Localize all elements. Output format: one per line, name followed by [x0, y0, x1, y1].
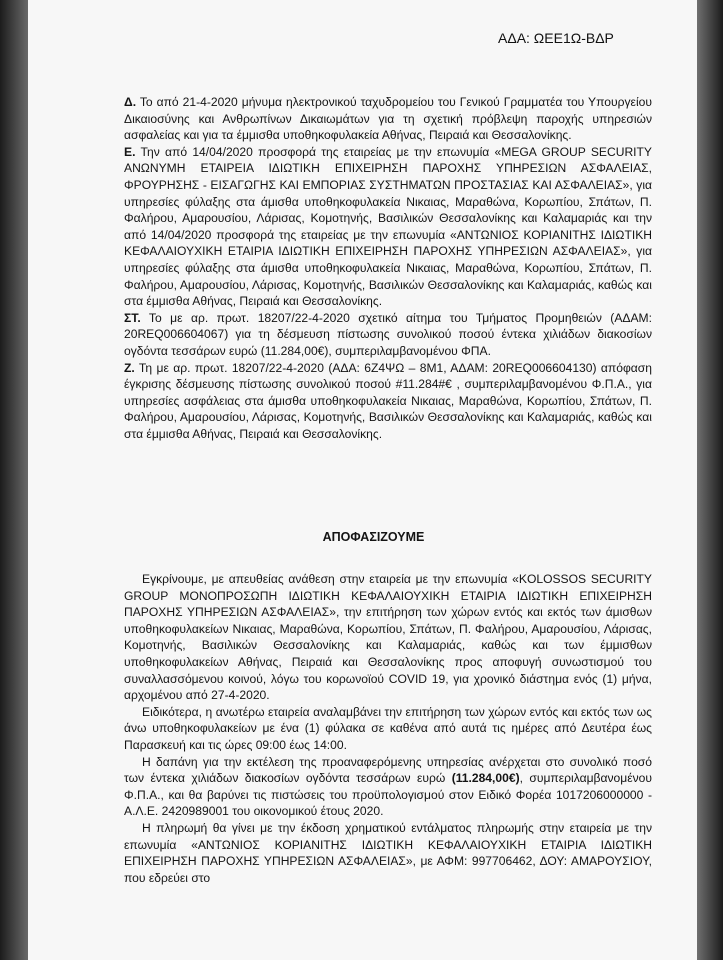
document-page — [28, 0, 697, 960]
photo-shadow-left — [0, 0, 30, 960]
paragraph-d — [124, 94, 652, 144]
paragraph-z — [124, 360, 652, 443]
paragraph-e — [124, 144, 652, 310]
decision-paragraph-2: Ειδικότερα, η ανωτέρω εταιρεία αναλαμβάνει την επιτήρηση των χώρων εντός και εκτός των ως άνω υποθηκοφυλακείων με ένα (1) φύλακα σε καθένα από αυτά τις ημέρες από Δευτέρα έως Παρασκευή και τις ώρες 09:00 έως 14:00. — [124, 704, 652, 752]
decision-p3-before: Η δαπάνη για την εκτέλεση της προαναφερόμενης υπηρεσίας ανέρχεται στο συνολικό ποσό των έντεκα χιλιάδων διακοσίων ογδόντα τεσσάρων ευρώ — [124, 754, 652, 786]
paragraph-d-label: Δ. — [124, 95, 137, 109]
paragraph-st-label: ΣΤ. — [124, 310, 141, 325]
paragraph-st-text: Το με αρ. πρωτ. 18207/22-4-2020 σχετικό αίτημα του Τμήματος Προμηθειών (ΑΔΑΜ: 20REQ006604067) για τη δέσμευση πίστωσης συνολικού ποσού έντεκα χιλιάδων διακοσίων ογδόντα τεσσάρων ευρώ (11.284,00€), συμπεριλαμβανομένου ΦΠΑ. — [124, 310, 652, 358]
decision-body — [124, 571, 652, 886]
paragraph-d-text: Το από 21-4-2020 μήνυμα ηλεκτρονικού ταχυδρομείου του Γενικού Γραμματέα του Υπουργείου Δικαιοσύνης και Ανθρωπίνων Δικαιωμάτων για τη σχετική πρόβλεψη παροχής υπηρεσιών ασφαλείας και για τα έμμισθα υποθηκοφυλακεία Αθήνας, Πειραιά και Θεσσαλονίκης. — [124, 95, 652, 143]
decision-heading: ΑΠΟΦΑΣΙΖΟΥΜΕ — [322, 530, 425, 544]
paragraph-st — [124, 310, 652, 360]
photo-shadow-right — [697, 0, 723, 960]
decision-paragraph-4: Η πληρωμή θα γίνει με την έκδοση χρηματικού εντάλματος πληρωμής στην εταιρεία με την επωνυμία «ΑΝΤΩΝΙΟΣ ΚΟΡΙΑΝΙΤΗΣ ΙΔΙΩΤΙΚΗ ΚΕΦΑΛΑΙΟΥΧΙΚΗ ΕΤΑΙΡΙΑ ΙΔΙΩΤΙΚΗ ΕΠΙΧΕΙΡΗΣΗ ΠΑΡΟΧΗΣ ΥΠΗΡΕΣΙΩΝ ΑΣΦΑΛΕΙΑΣ», με ΑΦΜ: 997706462, ΔΟΥ: ΑΜΑΡΟΥΣΙΟΥ, που εδρεύει στο — [124, 820, 652, 885]
ada-code: ΑΔΑ: ΩΕΕ1Ω-ΒΔΡ — [498, 30, 614, 46]
paragraph-z-label: Ζ. — [124, 360, 135, 375]
decision-p3-amount: (11.284,00€) — [451, 771, 520, 786]
paragraph-e-label: Ε. — [124, 144, 136, 159]
recitals — [124, 94, 652, 442]
decision-p3-after: , συμπεριλαμβανομένου Φ.Π.Α., και θα βαρύνει τις πιστώσεις του προϋπολογισμού στον Ειδικό Φορέα 1017206000000 - Α.Λ.Ε. 2420989001 του οικονομικού έτους 2020. — [124, 771, 653, 819]
paragraph-z-text: Τη με αρ. πρωτ. 18207/22-4-2020 (ΑΔΑ: 6Ζ4ΨΩ – 8Μ1, ΑΔΑΜ: 20REQ006604130) απόφαση έγκρισης δέσμευσης πίστωσης συνολικού ποσού #11.284#€ , συμπεριλαμβανομένου Φ.Π.Α., για υπηρεσίες ασφάλειας στα άμισθα υποθηκοφυλακεία Νικαιας, Μαραθώνα, Κορωπίου, Σπάτων, Π. Φαλήρου, Αμαρουσίου, Λάρισας, Κομοτηνής, Βασιλικών Θεσσαλονίκης και Καλαμαριάς, καθώς και στα έμμισθα Αθήνας, Πειραιά και Θεσσαλονίκης. — [124, 360, 652, 441]
paragraph-e-text: Την από 14/04/2020 προσφορά της εταιρείας με την επωνυμία «MEGA GROUP SECURITY ΑΝΩΝΥΜΗ ΕΤΑΙΡΕΙΑ ΙΔΙΩΤΙΚΗ ΕΠΙΧΕΙΡΗΣΗ ΠΑΡΟΧΗΣ ΥΠΗΡΕΣΙΩΝ ΑΣΦΑΛΕΙΑΣ, ΦΡΟΥΡΗΣΗΣ - ΕΙΣΑΓΩΓΗΣ ΚΑΙ ΕΜΠΟΡΙΑΣ ΣΥΣΤΗΜΑΤΩΝ ΠΡΟΣΤΑΣΙΑΣ ΚΑΙ ΑΣΦΑΛΕΙΑΣ», για υπηρεσίες φύλαξης στα άμισθα υποθηκοφυλακεία Νικαιας, Μαραθώνα, Κορωπίου, Σπάτων, Π. Φαλήρου, Αμαρουσίου, Λάρισας, Κομοτηνής, Βασιλικών Θεσσαλονίκης και Καλαμαριάς και την από 14/04/2020 προσφορά της εταιρείας με την επωνυμία «ΑΝΤΩΝΙΟΣ ΚΟΡΙΑΝΙΤΗΣ ΙΔΙΩΤΙΚΗ ΚΕΦΑΛΑΙΟΥΧΙΚΗ ΕΤΑΙΡΙΑ ΙΔΙΩΤΙΚΗ ΕΠΙΧΕΙΡΗΣΗ ΠΑΡΟΧΗΣ ΥΠΗΡΕΣΙΩΝ ΑΣΦΑΛΕΙΑΣ», για υπηρεσίες φύλαξης στα άμισθα υποθηκοφυλακεία Νικαιας, Μαραθώνα, Κορωπίου, Σπάτων, Π. Φαλήρου, Αμαρουσίου, Λάρισας, Κομοτηνής, Βασιλικών Θεσσαλονίκης και Καλαμαριάς, καθώς και στα έμμισθα Αθήνας, Πειραιά και Θεσσαλονίκης. — [124, 144, 652, 309]
decision-paragraph-1: Εγκρίνουμε, με απευθείας ανάθεση στην εταιρεία με την επωνυμία «KOLOSSOS SECURITY GROUP ΜΟΝΟΠΡΟΣΩΠΗ ΙΔΙΩΤΙΚΗ ΚΕΦΑΛΑΙΟΥΧΙΚΗ ΕΤΑΙΡΙΑ ΙΔΙΩΤΙΚΗ ΕΠΙΧΕΙΡΗΣΗ ΠΑΡΟΧΗΣ ΥΠΗΡΕΣΙΩΝ ΑΣΦΑΛΕΙΑΣ», την επιτήρηση των χώρων εντός και εκτός των άμισθων υποθηκοφυλακείων Νικαιας, Μαραθώνα, Κορωπίου, Σπάτων, Π. Φαλήρου, Αμαρουσίου, Λάρισας, Κομοτηνής, Βασιλικών Θεσσαλονίκης και Καλαμαριάς, καθώς και των έμμισθων υποθηκοφυλακείων Αθήνας, Πειραιά και Θεσσαλονίκης προς αποφυγή συνωστισμού του συναλλασσόμενου κοινού, λόγω του κορωνοϊού COVID 19, για χρονικό διάστημα ενός (1) μήνα, αρχομένου από 27-4-2020. — [124, 572, 652, 703]
decision-paragraph-3 — [124, 754, 652, 820]
